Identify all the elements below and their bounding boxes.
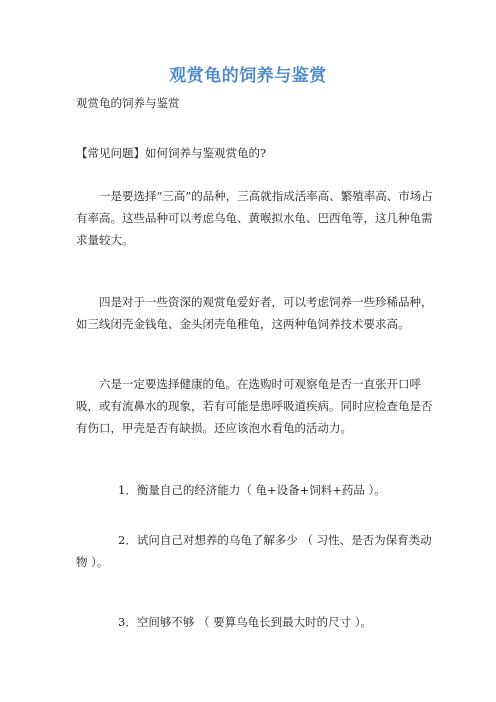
document-subtitle: 观赏龟的饲养与鉴赏: [76, 96, 180, 110]
list-item-3: 3．空间够不够 （ 要算乌龟长到最大时的尺寸 ）。: [118, 615, 373, 629]
paragraph-2: 四是对于一些资深的观赏龟爱好者，可以考虑饲养一些珍稀品种，如三线闭壳金钱龟、金头闭壳龟稚龟，这两种龟饲养技术要求高。: [76, 295, 433, 331]
paragraph-3: 六是一定要选择健康的龟。在选购时可观察龟是否一直张开口呼吸，或有流鼻水的现象，若有可能是患呼吸道疾病。同时应检查龟是否有伤口，甲壳是否有缺损。还应该泡水看龟的活动力。: [76, 377, 433, 435]
paragraph-1: 一是要选择“三高”的品种，三高就指成活率高、繁殖率高、市场占有率高。这些品种可以考虑乌龟、黄喉拟水龟、巴西龟等，这几种龟需求量较大。: [76, 189, 433, 247]
list-item-1: 1．衡量自己的经济能力（ 龟+设备+饲料+药品 ）。: [118, 483, 386, 497]
list-item-2: 2．试问自己对想养的乌龟了解多少 （ 习性、是否为保育类动物 ）。: [76, 533, 432, 569]
document-title: 观赏龟的饲养与鉴赏: [169, 66, 327, 86]
faq-question: 【常见问题】如何饲养与鉴观赏龟的?: [76, 146, 267, 160]
